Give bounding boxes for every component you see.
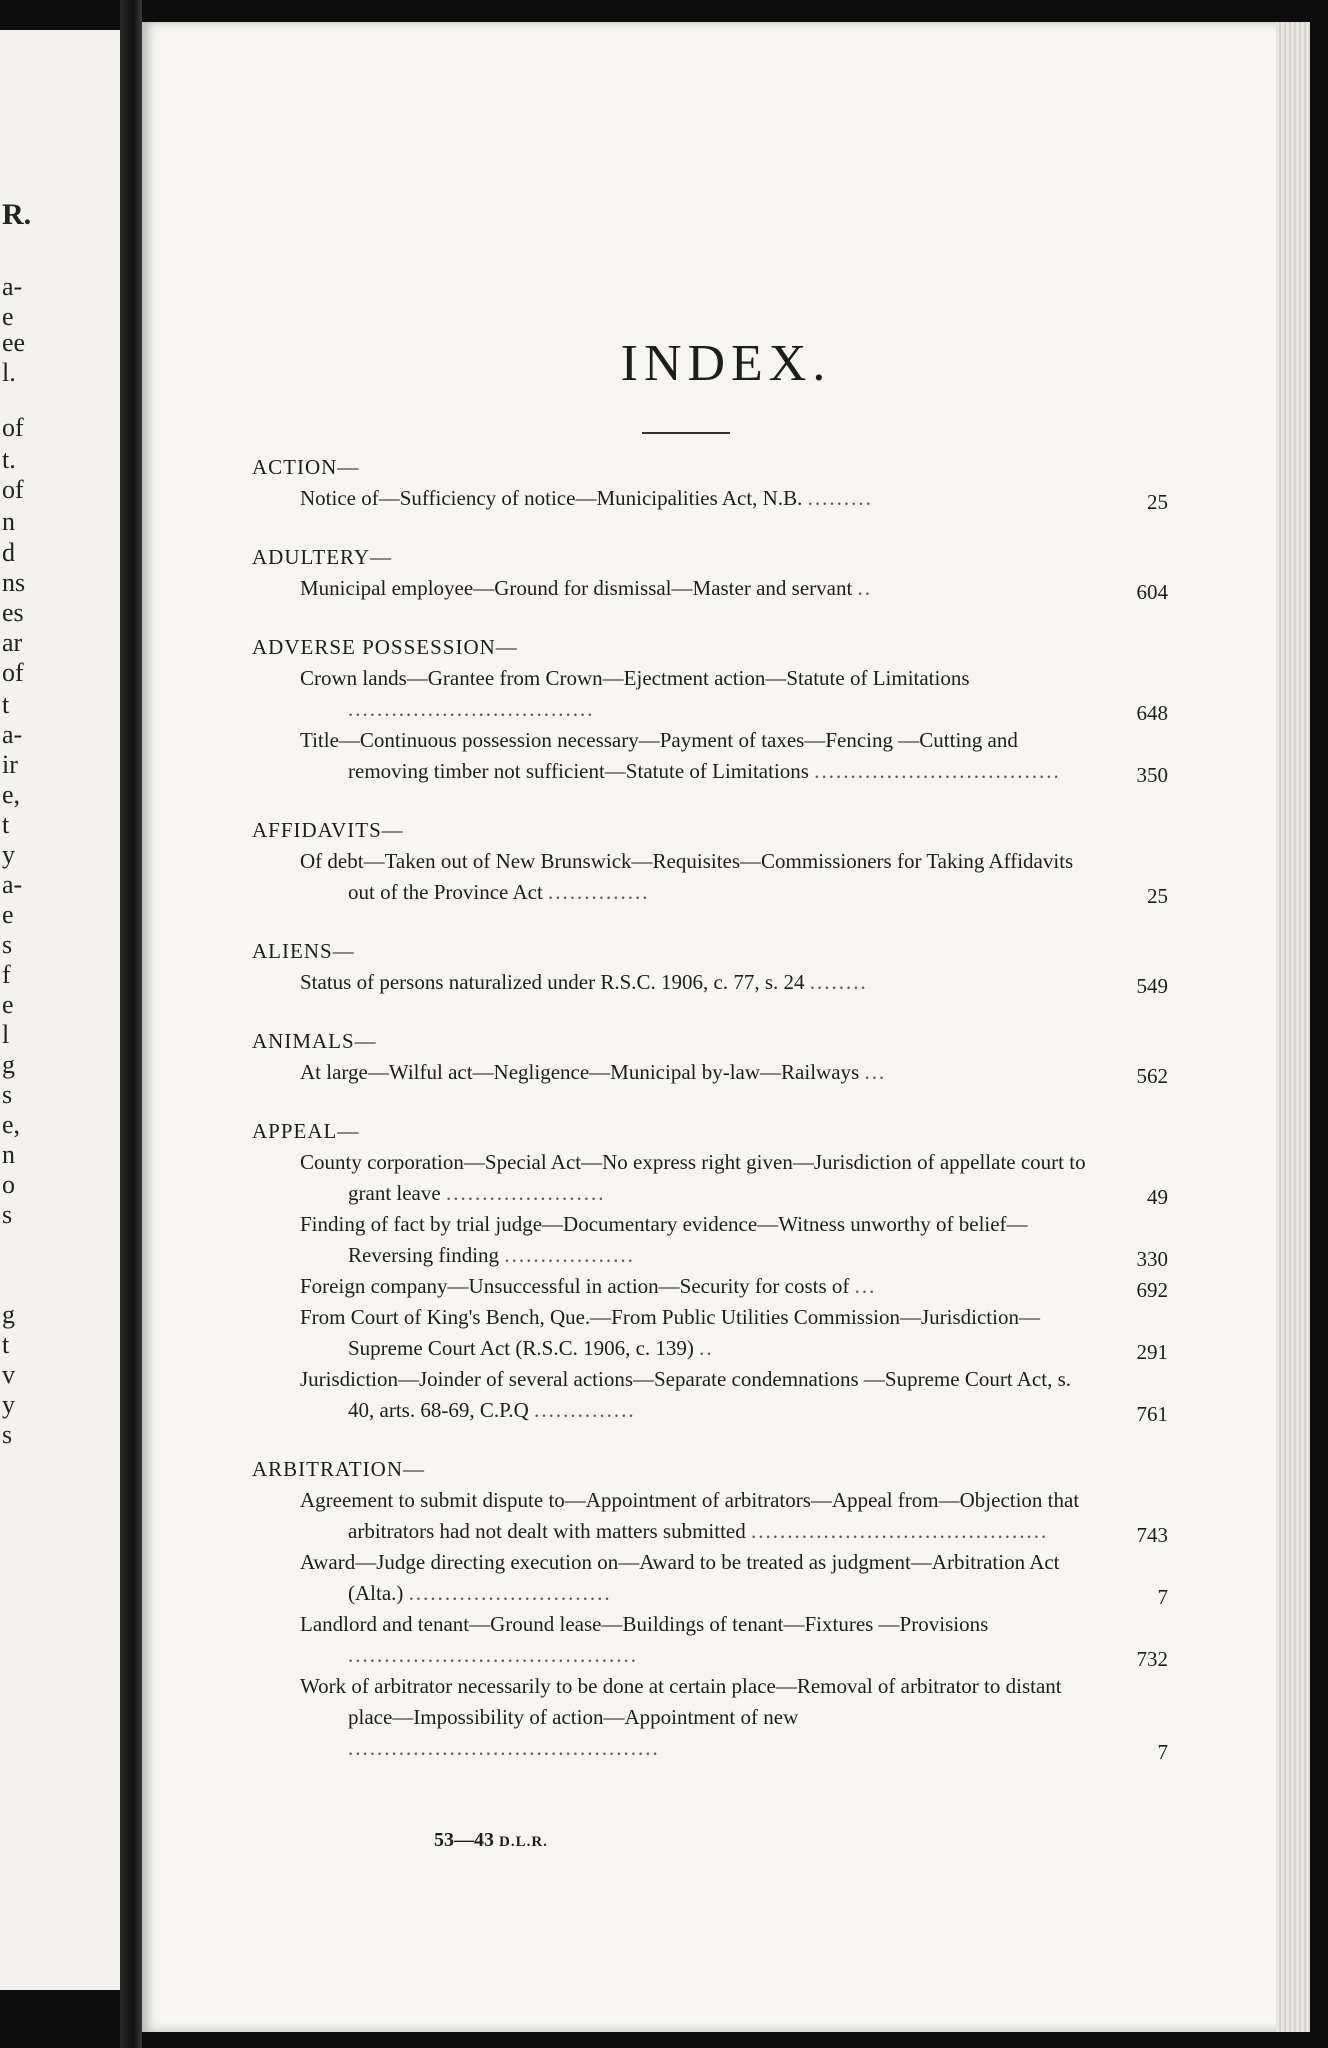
entry-leader-dots: ...................... [445,1181,606,1205]
entry-text: Notice of—Sufficiency of notice—Municipalities Act, N.B. [300,486,803,510]
entry-leader-dots: ......... [807,486,873,510]
facing-page-fragment: g [2,1300,15,1329]
facing-page-fragment: t [2,1330,10,1359]
facing-page-fragment: ar [2,628,23,657]
index-heading: ADVERSE POSSESSION— [252,635,518,659]
page-edge [1276,22,1310,2032]
index-entry [300,1302,1168,1364]
entry-page-number: 291 [1136,1340,1168,1364]
facing-page-fragment: of [2,413,24,442]
entry-leader-dots: .................................. [814,759,1061,783]
facing-page-fragment: es [2,598,24,627]
facing-page-fragment: l [2,1020,10,1049]
facing-page-fragment: ns [2,568,26,597]
entry-text: Foreign company—Unsuccessful in action—Security for costs of [300,1274,850,1298]
entry-leader-dots: .................................. [348,697,595,721]
entry-leader-dots: .............. [548,880,650,904]
index-heading: AFFIDAVITS— [252,818,404,842]
index-entry [300,483,1168,514]
entry-page-number: 692 [1136,1278,1168,1302]
facing-page-fragment: e [2,900,14,929]
entry-page-number: 549 [1136,974,1168,998]
index-entry [300,663,1168,725]
facing-page-fragment: d [2,538,15,567]
index-heading: ANIMALS— [252,1029,377,1053]
entry-page-number: 49 [1147,1185,1168,1209]
index-body [252,452,1252,1764]
entry-text: Work of arbitrator necessarily to be done at certain place—Removal of arbitrator to distant place—Impossibility of action—Appointment of new [300,1674,1062,1729]
index-heading: ALIENS— [252,939,355,963]
index-entry [300,1609,1168,1671]
entry-text: Of debt—Taken out of New Brunswick—Requisites—Commissioners for Taking Affidavits out of the Province Act [300,849,1074,904]
index-entry [300,725,1168,787]
entry-text: Title—Continuous possession necessary—Payment of taxes—Fencing —Cutting and removing timber not sufficient—Statute of Limitations [300,728,1018,783]
index-entry [300,1671,1168,1764]
entry-page-number: 562 [1136,1064,1168,1088]
entry-leader-dots: ............................ [408,1581,612,1605]
title-rule [642,432,730,434]
facing-page-fragment: ee [2,328,26,357]
entry-text: County corporation—Special Act—No express right given—Jurisdiction of appellate court to grant leave [300,1150,1086,1205]
facing-page-fragment: s [2,930,13,959]
entry-page-number: 7 [1157,1585,1168,1609]
facing-page-fragment: o [2,1170,15,1199]
entry-text: Jurisdiction—Joinder of several actions—Separate condemnations —Supreme Court Act, s. 40, arts. 68-69, C.P.Q [300,1367,1072,1422]
book-gutter [120,0,142,2048]
index-page [142,22,1310,2032]
footer-signature: 53—43 [434,1829,494,1851]
entry-page-number: 7 [1157,1740,1168,1764]
entry-leader-dots: .................. [504,1243,635,1267]
index-entry [300,1209,1168,1271]
entry-page-number: 350 [1136,763,1168,787]
entry-leader-dots: .............. [534,1398,636,1422]
entry-leader-dots: ........................................... [348,1736,660,1760]
page-title: INDEX. [620,335,832,392]
footer-label: D.L.R. [499,1834,548,1850]
index-entry [300,1485,1168,1547]
entry-page-number: 761 [1136,1402,1168,1426]
facing-page-fragment: e [2,990,14,1019]
facing-page-fragment: n [2,1140,15,1169]
entry-text: Finding of fact by trial judge—Documentary evidence—Witness unworthy of belief—Reversing finding [300,1212,1028,1267]
facing-page-fragment: s [2,1080,13,1109]
facing-page-fragment: a- [2,720,23,749]
entry-text: Agreement to submit dispute to—Appointment of arbitrators—Appeal from—Objection that arbitrators had not dealt with matters submitted [300,1488,1080,1543]
index-entry [300,1147,1168,1209]
index-entry [300,967,1168,998]
facing-page-fragment: f [2,960,11,989]
index-entry [300,573,1168,604]
index-heading: ADULTERY— [252,545,393,569]
facing-page-fragment: R. [2,198,32,231]
index-entry [300,1271,1168,1302]
index-heading: ARBITRATION— [252,1457,425,1481]
entry-page-number: 330 [1136,1247,1168,1271]
facing-page-fragment: t [2,690,10,719]
entry-leader-dots: ... [864,1060,887,1084]
entry-leader-dots: ........................................ [348,1643,638,1667]
page-footer [434,1829,548,1852]
facing-page-fragment: g [2,1050,15,1079]
facing-page-fragment: y [2,1390,15,1419]
facing-page-fragment: e, [2,780,21,809]
entry-text: Award—Judge directing execution on—Award to be treated as judgment—Arbitration Act (Alta.) [300,1550,1060,1605]
entry-page-number: 25 [1147,490,1168,514]
facing-page-fragment: t. [2,445,16,474]
index-entry [300,1364,1168,1426]
entry-page-number: 732 [1136,1647,1168,1671]
index-heading: ACTION— [252,455,360,479]
facing-page-fragment: v [2,1360,15,1389]
facing-page-fragment: of [2,658,24,687]
entry-text: Municipal employee—Ground for dismissal—Master and servant [300,576,853,600]
facing-page-fragment: a- [2,272,23,301]
facing-page-fragment: t [2,810,10,839]
entry-text: Crown lands—Grantee from Crown—Ejectment action—Statute of Limitations [300,666,970,690]
facing-page-fragment: y [2,840,15,869]
entry-leader-dots: ........ [809,970,868,994]
entry-page-number: 648 [1136,701,1168,725]
entry-leader-dots: ......................................... [751,1519,1049,1543]
facing-page-fragment: s [2,1200,13,1229]
facing-page-fragment: e [2,302,14,331]
index-heading: APPEAL— [252,1119,360,1143]
facing-page-fragment: n [2,507,15,536]
facing-page [0,30,120,1990]
entry-text: Landlord and tenant—Ground lease—Buildings of tenant—Fixtures —Provisions [300,1612,989,1636]
index-entry [300,846,1168,908]
entry-text: From Court of King's Bench, Que.—From Public Utilities Commission—Jurisdiction—Supreme Court Act (R.S.C. 1906, c. 139) [300,1305,1040,1360]
entry-leader-dots: .. [857,576,873,600]
facing-page-fragment: l. [2,358,16,387]
facing-page-fragment: s [2,1420,13,1449]
facing-page-fragment: ir [2,750,18,779]
entry-text: Status of persons naturalized under R.S.C. 1906, c. 77, s. 24 [300,970,805,994]
entry-text: At large—Wilful act—Negligence—Municipal by-law—Railways [300,1060,860,1084]
entry-leader-dots: .. [699,1336,714,1360]
index-entry [300,1547,1168,1609]
entry-page-number: 604 [1136,580,1168,604]
facing-page-fragment: a- [2,870,23,899]
facing-page-fragment: of [2,475,24,504]
entry-page-number: 25 [1147,884,1168,908]
entry-page-number: 743 [1136,1523,1168,1547]
facing-page-fragment: e, [2,1110,21,1139]
entry-leader-dots: ... [854,1274,877,1298]
index-entry [300,1057,1168,1088]
